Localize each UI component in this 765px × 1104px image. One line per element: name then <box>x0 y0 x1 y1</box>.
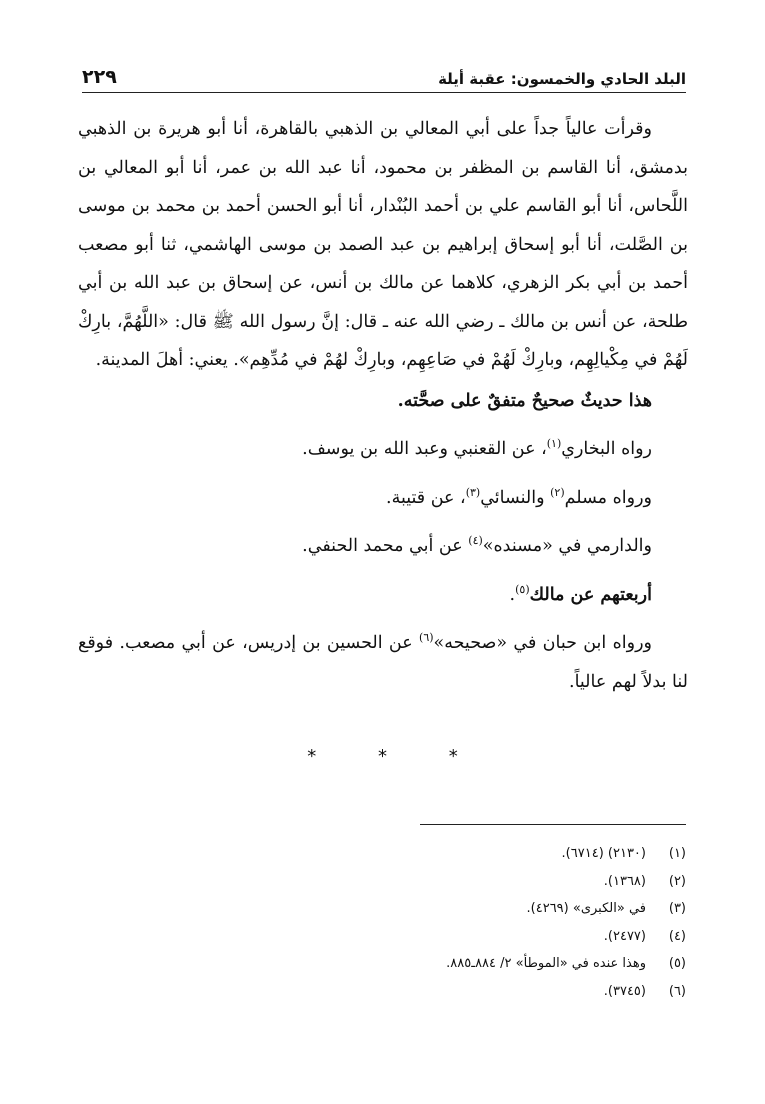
footnotes <box>300 846 686 1011</box>
footnote-number: (١) <box>668 846 686 861</box>
footnote-ref-6[interactable]: (٦) <box>419 631 434 645</box>
footnote-item <box>300 874 686 902</box>
paragraph-isnad: وقرأت عالياً جداً على أبي المعالي بن الذهبي بالقاهرة، أنا أبو هريرة بن الذهبي بدمشق، أنا القاسم بن المظفر بن محمود، أنا عبد الله بن عمر، أنا أبو المعالي بن اللَّحاس، أنا أبو القاسم علي بن أحمد البُنْدار، أنا أبو الحسن أحمد بن محمد بن موسى بن الصَّلت، أنا أبو إسحاق إبراهيم بن عبد الصمد بن موسى الهاشمي، ثنا أبو مصعب أحمد بن أبي بكر الزهري، كلاهما عن مالك بن أنس، عن إسحاق بن عبد الله بن أبي طلحة، عن أنس بن مالك ـ رضي الله عنه ـ قال: إنَّ رسول الله ﷺ قال: «اللَّهُمَّ، بارِكْ لَهُمْ في مِكْيالِهِم، وبارِكْ لَهُمْ في صَاعِهِم، وبارِكْ لهُمْ في مُدِّهِم». يعني: أهلَ المدينة. <box>78 119 688 370</box>
footnote-ref-4[interactable]: (٤) <box>468 534 483 548</box>
footnote-item <box>300 901 686 929</box>
footnote-ref-2[interactable]: (٢) <box>550 485 565 499</box>
darimi-text: والدارمي في «مسنده» <box>482 536 652 556</box>
running-title: البلد الحادي والخمسون: عقبة أيلة <box>438 70 686 88</box>
running-header <box>82 58 686 93</box>
paragraph-darimi <box>78 527 688 566</box>
arbaatuhum-text: أربعتهم عن مالك <box>529 584 652 605</box>
paragraph-ibn-hibban <box>78 624 688 701</box>
footnote-text: (٢١٣٠) (٦٧١٤). <box>561 846 646 861</box>
footnote-ref-5[interactable]: (٥) <box>515 582 530 596</box>
footnote-number: (٢) <box>668 873 686 889</box>
footnote-divider <box>420 824 686 825</box>
footnote-text: وهذا عنده في «الموطأ» ٢/ ٨٨٤ـ٨٨٥. <box>446 956 646 971</box>
footnote-text: (١٣٦٨). <box>603 873 646 889</box>
section-separator: * * * <box>307 746 486 767</box>
ibn-hibban-text: ورواه ابن حبان في «صحيحه» <box>433 633 652 653</box>
muslim-rest: ، عن قتيبة. <box>386 487 466 508</box>
bukhari-text: رواه البخاري <box>561 439 652 459</box>
footnote-text: (٣٧٤٥). <box>603 983 646 999</box>
footnote-item <box>300 956 686 984</box>
paragraph-arbaatuhum <box>78 576 688 615</box>
muslim-text: ورواه مسلم <box>564 487 652 508</box>
nasai-text: والنسائي <box>480 487 551 508</box>
footnote-item <box>300 984 686 1012</box>
footnote-ref-3[interactable]: (٣) <box>465 485 481 499</box>
footnote-number: (٤) <box>668 928 686 944</box>
paragraph-muslim <box>78 479 688 518</box>
footnote-item <box>300 846 686 874</box>
arbaatuhum-rest: . <box>509 584 516 605</box>
footnote-number: (٥) <box>668 956 686 971</box>
ibn-hibban-rest: عن الحسين بن إدريس، عن أبي مصعب. فوقع لنا بدلاً لهم عالياً. <box>78 633 688 692</box>
page-number: ٢٢٩ <box>82 66 117 88</box>
footnote-number: (٦) <box>668 983 686 999</box>
paragraph-bukhari <box>78 430 688 469</box>
footnote-text: (٢٤٧٧). <box>603 928 646 944</box>
footnote-text: في «الكبرى» (٤٢٦٩). <box>526 901 646 916</box>
main-text <box>78 110 688 701</box>
bukhari-rest: ، عن القعنبي وعبد الله بن يوسف. <box>302 439 547 459</box>
footnote-ref-1[interactable]: (١) <box>546 437 562 451</box>
paragraph-verdict: هذا حديثٌ صحيحٌ متفقٌ على صحَّته. <box>397 390 652 411</box>
footnote-item <box>300 929 686 957</box>
footnote-number: (٣) <box>668 901 686 916</box>
darimi-rest: عن أبي محمد الحنفي. <box>302 536 469 556</box>
